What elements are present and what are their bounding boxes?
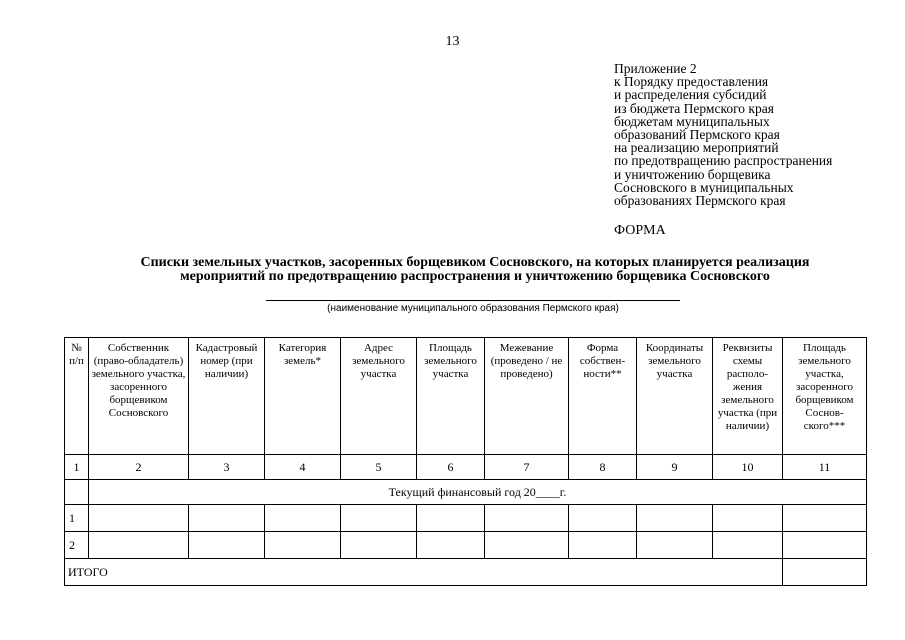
table-cell (569, 505, 637, 532)
table-cell (637, 505, 713, 532)
column-number-row (65, 455, 867, 480)
column-number: 3 (189, 455, 265, 480)
table-cell (485, 532, 569, 559)
table-cell (713, 532, 783, 559)
table-cell (783, 505, 867, 532)
column-number: 5 (341, 455, 417, 480)
table-cell (89, 532, 189, 559)
financial-year-label: Текущий финансовый год 20____г. (89, 480, 867, 505)
total-value-cell (783, 559, 867, 586)
appendix-line: и уничтожению борщевика (614, 166, 771, 182)
column-header: Площадь земельного участка (417, 338, 485, 455)
appendix-line: бюджетам муниципальных (614, 113, 770, 129)
table-cell (189, 505, 265, 532)
table-cell (783, 532, 867, 559)
column-header: Координаты земельного участка (637, 338, 713, 455)
column-number: 2 (89, 455, 189, 480)
table-cell (341, 505, 417, 532)
appendix-line: Приложение 2 (614, 61, 697, 76)
column-number: 1 (65, 455, 89, 480)
document-title (80, 256, 870, 284)
appendix-line: на реализацию мероприятий (614, 140, 779, 156)
title-line: мероприятий по предотвращению распространения и уничтожению борщевика Сосновского (180, 269, 770, 284)
page-number: 13 (445, 34, 460, 49)
column-number: 6 (417, 455, 485, 480)
municipality-fill-line (266, 300, 680, 301)
total-row (65, 559, 867, 586)
table-cell (485, 505, 569, 532)
column-header: Межевание (проведено / не проведено) (485, 338, 569, 455)
column-number: 10 (713, 455, 783, 480)
table-cell (713, 505, 783, 532)
row-number: 2 (65, 532, 89, 559)
column-header: № п/п (65, 338, 89, 455)
table-row (65, 532, 867, 559)
appendix-line: из бюджета Пермского края (614, 100, 774, 116)
column-header: Реквизиты схемы располо-жения земельного участка (при наличии) (713, 338, 783, 455)
total-label: ИТОГО (65, 559, 783, 586)
empty-cell (65, 480, 89, 505)
table-cell (189, 532, 265, 559)
table-cell (89, 505, 189, 532)
table-cell (341, 532, 417, 559)
appendix-line: образованиях Пермского края (614, 193, 786, 209)
table-cell (265, 505, 341, 532)
parcels-table (64, 337, 867, 586)
title-line: Списки земельных участков, засоренных борщевиком Сосновского, на которых планируется реализация (140, 255, 810, 270)
municipality-caption: (наименование муниципального образования Пермского края) (327, 303, 619, 314)
column-number: 11 (783, 455, 867, 480)
appendix-line: к Порядку предоставления (614, 74, 769, 90)
form-label: ФОРМА (614, 223, 666, 238)
column-number: 9 (637, 455, 713, 480)
table-cell (637, 532, 713, 559)
table-cell (265, 532, 341, 559)
appendix-line: и распределения субсидий (614, 87, 767, 103)
column-header: Форма собствен-ности** (569, 338, 637, 455)
appendix-line: по предотвращению распространения (614, 153, 833, 169)
column-number: 8 (569, 455, 637, 480)
column-number: 7 (485, 455, 569, 480)
row-number: 1 (65, 505, 89, 532)
appendix-block (614, 62, 832, 207)
column-header: Собственник (право-обладатель) земельного участка, засоренного борщевиком Сосновского (89, 338, 189, 455)
appendix-line: образований Пермского края (614, 127, 780, 143)
table-cell (569, 532, 637, 559)
financial-year-row (65, 480, 867, 505)
column-header: Кадастровый номер (при наличии) (189, 338, 265, 455)
table-row (65, 505, 867, 532)
table-header-row (65, 338, 867, 455)
table-cell (417, 505, 485, 532)
table-cell (417, 532, 485, 559)
appendix-line: Сосновского в муниципальных (614, 179, 794, 195)
column-header: Категория земель* (265, 338, 341, 455)
column-header: Адрес земельного участка (341, 338, 417, 455)
column-number: 4 (265, 455, 341, 480)
column-header: Площадь земельного участка, засоренного борщевиком Соснов-ского*** (783, 338, 867, 455)
